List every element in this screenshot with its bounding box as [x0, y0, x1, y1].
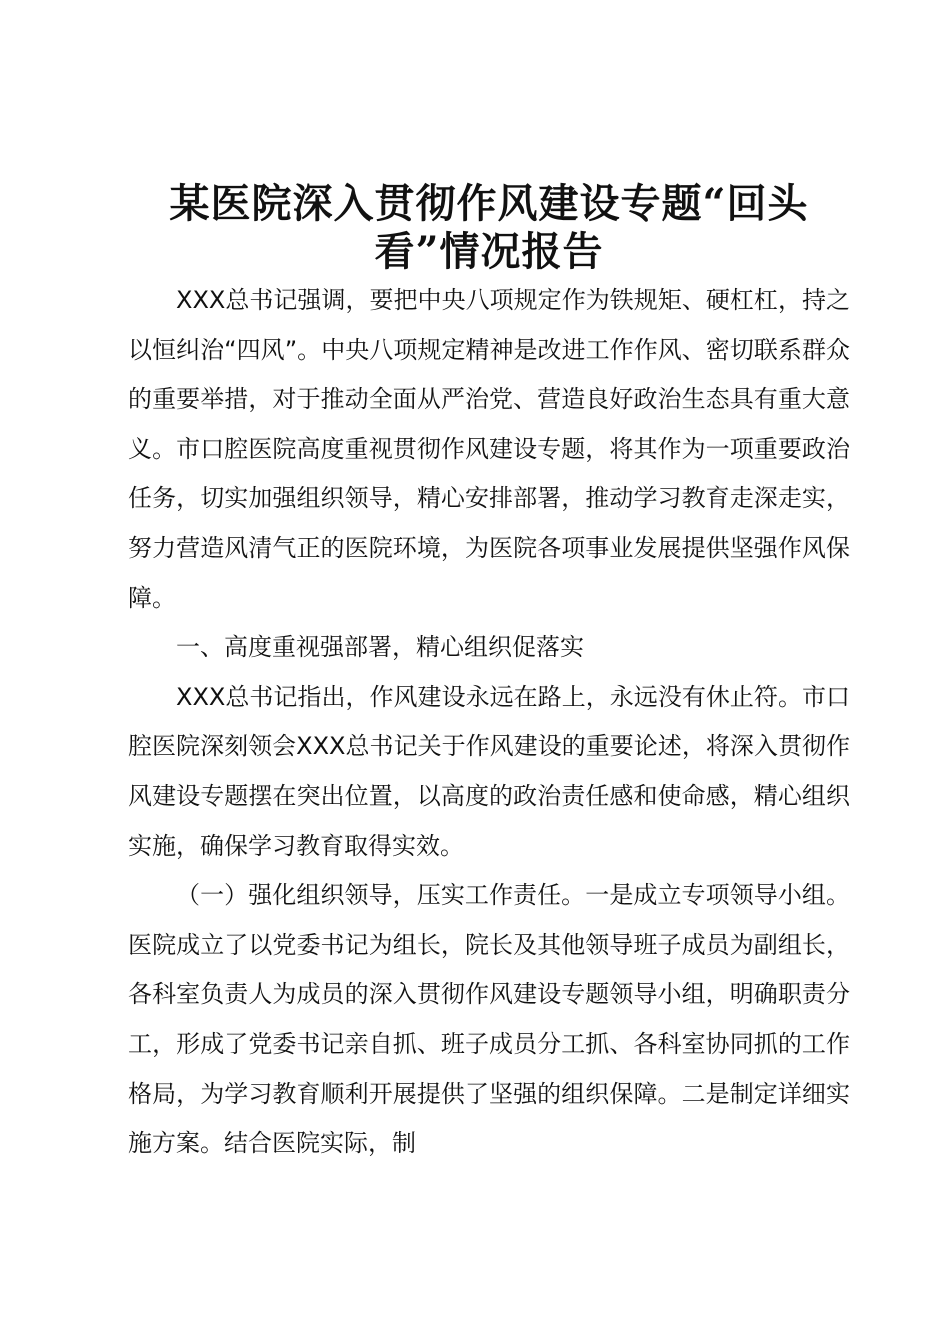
section-1-paragraph: XXX总书记指出，作风建设永远在路上，永远没有休止符。市口腔医院深刻领会XXX总书记关于作风建设的重要论述，将深入贯彻作风建设专题摆在突出位置，以高度的政治责任感和使命感，精心组织实施，确保学习教育取得实效。	[128, 682, 850, 860]
section-heading-1: 一、高度重视强部署，精心组织促落实	[176, 633, 584, 662]
subsection-1-paragraph: （一）强化组织领导，压实工作责任。一是成立专项领导小组。医院成立了以党委书记为组长，院长及其他领导班子成员为副组长，各科室负责人为成员的深入贯彻作风建设专题领导小组，明确职责分工，形成了党委书记亲自抓、班子成员分工抓、各科室协同抓的工作格局，为学习教育顺利开展提供了坚强的组织保障。二是制定详细实施方案。结合医院实际，制	[128, 881, 850, 1158]
document-title	[128, 180, 850, 276]
title-line-2: 看”情况报告	[374, 228, 604, 275]
intro-paragraph: XXX总书记强调，要把中央八项规定作为铁规矩、硬杠杠，持之以恒纠治“四风”。中央八项规定精神是改进工作作风、密切联系群众的重要举措，对于推动全面从严治党、营造良好政治生态具有重大意义。市口腔医院高度重视贯彻作风建设专题，将其作为一项重要政治任务，切实加强组织领导，精心安排部署，推动学习教育走深走实，努力营造风清气正的医院环境，为医院各项事业发展提供坚强作风保障。	[128, 286, 850, 612]
title-line-1: 某医院深入贯彻作风建设专题“回头	[169, 180, 809, 227]
document-page	[128, 180, 850, 1169]
